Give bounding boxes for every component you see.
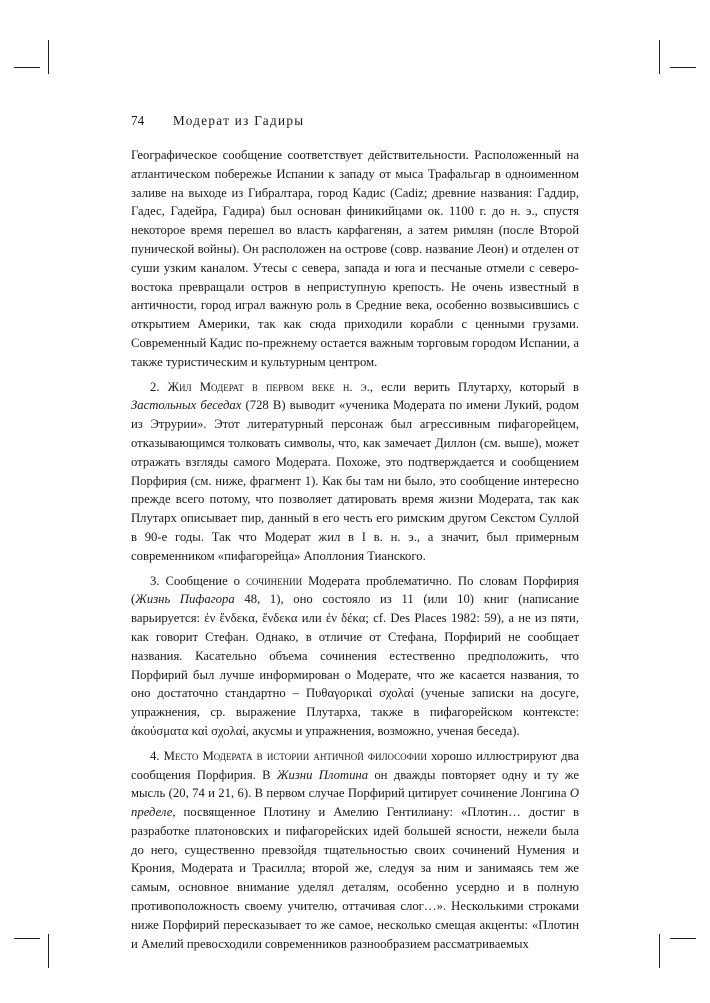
crop-mark-bottom-right-vertical (659, 934, 660, 968)
text-run: , если верить Плутарху, который в (369, 379, 580, 394)
text-run: , посвященное Плотину и Амелию Гентилиану: «Плотин… достиг в разработке платоновских и пифагорейских идей большей ясности, нежели была до него, существенно превзойдя тщательностью своих сочинений Нумения и Крония, Модерата и Трасилла; второй же, следуя за ним и занимаясь тем же самым, основное внимание уделял деталям, особенно усердно и в полную противоположность своему учителю, оттачивая слог…». Несколькими строками ниже Порфирий пересказывает то же самое, несколько смещая акценты: «Плотин и Амелий превосходили современников разнообразием рассматриваемых (131, 805, 579, 951)
running-title: Модерат из Гадиры (173, 113, 305, 128)
crop-mark-bottom-right-horizontal (670, 938, 696, 939)
text-run: он дважды повторяет одну и ту же мысль (20, 74 и 21, 6). В первом случае Порфирий цитирует сочинение Лонгина (131, 767, 579, 801)
crop-mark-bottom-left-horizontal (14, 938, 40, 939)
paragraph (131, 378, 579, 566)
paragraph (131, 572, 579, 741)
text-run: хорошо иллюстрируют два сообщения Порфирия. В (131, 748, 579, 782)
crop-mark-bottom-left-vertical (48, 934, 49, 968)
text-run: 3. Сообщение о (150, 573, 247, 588)
italic-title: Жизнь Пифагора (135, 592, 235, 607)
italic-title: Застольных беседах (131, 398, 242, 413)
body-text (131, 146, 579, 953)
text-run: 2. (150, 379, 168, 394)
paragraph (131, 146, 579, 372)
text-run: Модерата проблематично. По словам Порфирия ( (131, 573, 580, 607)
text-run: Географическое сообщение соответствует действительности. Расположенный на атлантическом побережье Испании к западу от мыса Трафальгар в одноименном заливе на выходе из Гибралтара, город Кадис (Cadiz; древние названия: Гаддир, Гадес, Гадейра, Гадира) был основан финикийцами ок. 1100 г. до н. э., спустя некоторое время перешел во власть карфагенян, а затем римлян (после Второй пунической войны). Он расположен на острове (совр. название Леон) и отделен от суши узким каналом. Утесы с севера, запада и юга и песчаные отмели с северо-востока превращали остров в неприступную крепость. Не очень известный в античности, город играл важную роль в Средние века, особенно возвысившись с открытием Америки, так как сюда приходили корабли с ценными грузами. Современный Кадис по-прежнему остается важным торговым городом Испании, а также туристическим и культурным центром. (131, 148, 579, 369)
small-caps-heading: Жил Модерат в первом веке н. э. (167, 379, 370, 394)
running-head (131, 113, 304, 129)
crop-mark-top-right-horizontal (670, 67, 696, 68)
crop-mark-top-right-vertical (659, 40, 660, 74)
small-caps-heading: сочинении (246, 573, 303, 588)
text-run: (728 B) выводит «ученика Модерата по имени Лукий, родом из Этрурии». Этот литературный персонаж был агрессивным пифагорейцем, отказывающимся толковать символы, что, как замечает Диллон (см. выше), может отражать взгляды самого Модерата. Похоже, это подтверждается и сообщением Порфирия (см. ниже, фрагмент 1). Как бы там ни было, это сообщение интересно прежде всего потому, что позволяет датировать время жизни Модерата, так как Плутарх описывает пир, данный в его честь его римским другом Секстом Суллой в 90-е годы. Так что Модерат жил в I в. н. э., а значит, был примерным современником «пифагорейца» Аполлония Тианского. (131, 398, 580, 563)
page-number: 74 (131, 113, 145, 128)
crop-mark-top-left-vertical (48, 40, 49, 74)
italic-title: О пределе (131, 786, 579, 820)
small-caps-heading: Место Модерата в истории античной философии (163, 748, 427, 763)
text-run: 48, 1), оно состояло из 11 (или 10) книг (написание варьируется: ἐν ἕνδεκα, ἕνδεκα или ἐν δέκα; cf. Des Places 1982: 59), а не из пяти, как говорит Стефан. Однако, в отличие от Стефана, Порфирий не сообщает названия. Касательно объема сочинения естественно предположить, что Порфирий был лучше информирован о Модерате, что же касается названия, то оно достаточно стандартно – Πυθαγορικαὶ σχολαί (ученые записки на досуге, упражнения, ср. выражение Плутарха, также в пифагорейском контексте: ἀκούσματα καὶ σχολαί, акусмы и упражнения, возможно, ученая беседа). (131, 592, 579, 738)
italic-title: Жизни Плотина (276, 767, 369, 782)
paragraph (131, 747, 579, 954)
crop-mark-top-left-horizontal (14, 67, 40, 68)
text-run: 4. (150, 748, 164, 763)
